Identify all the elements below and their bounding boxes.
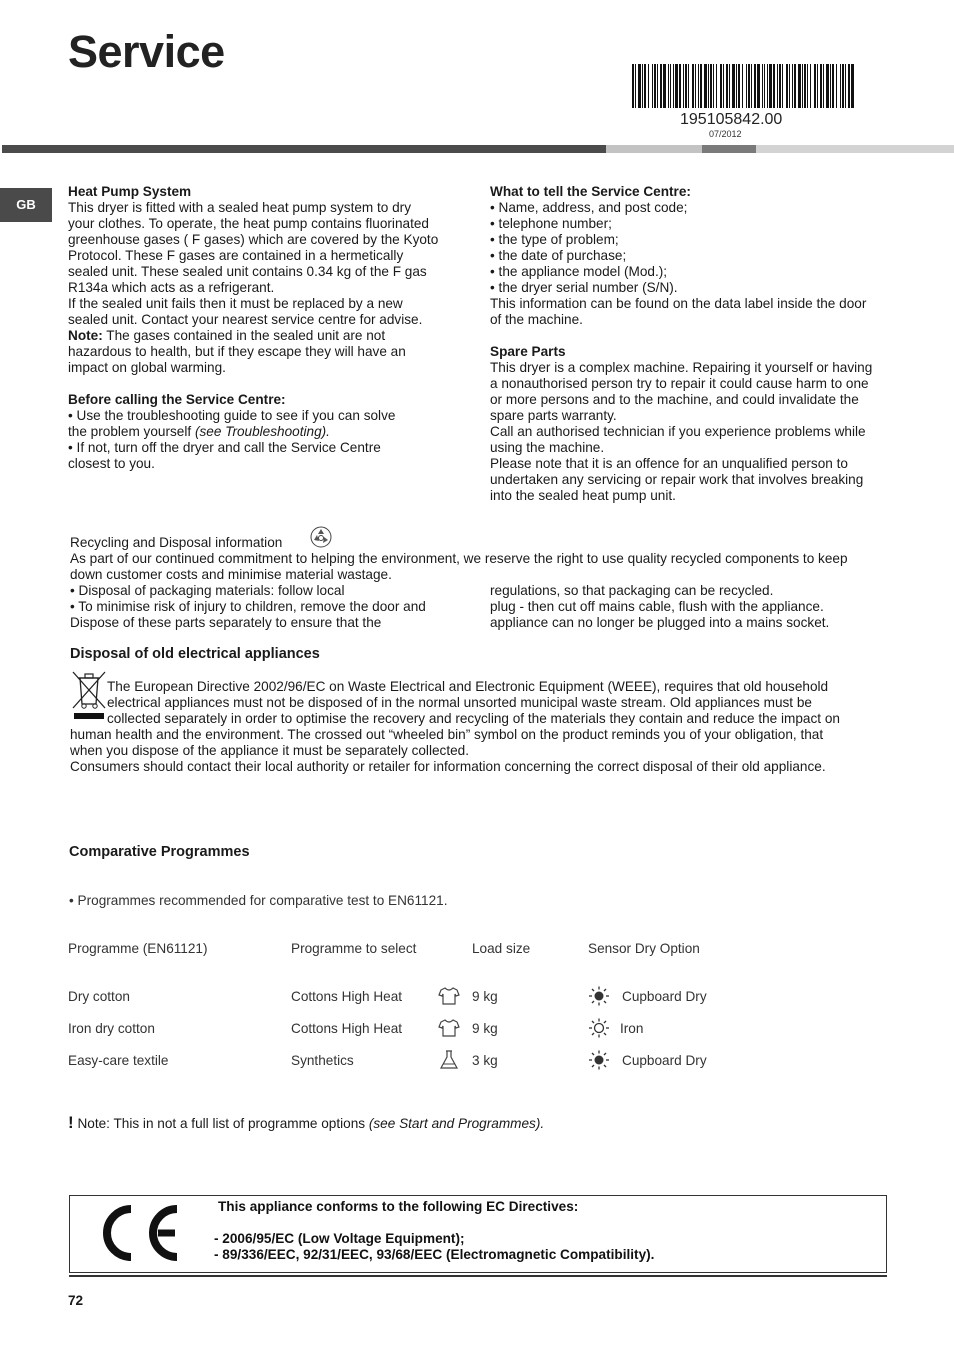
ec-directive-line: - 89/336/EEC, 92/31/EEC, 93/68/EEC (Electromagnetic Compatibility).	[214, 1247, 655, 1262]
header-band-mid	[702, 145, 756, 153]
table-option: Cupboard Dry	[622, 989, 707, 1004]
spare-parts-title: Spare Parts	[490, 344, 566, 359]
header-band-light-end	[756, 145, 954, 153]
disposal-indented	[107, 679, 840, 727]
what-to-tell-item: • the appliance model (Mod.);	[490, 264, 668, 279]
programme-note	[68, 1115, 544, 1132]
tshirt-icon	[438, 1018, 460, 1038]
spare-parts-line: into the sealed heat pump unit.	[490, 488, 676, 503]
spare-parts-line: This dryer is a complex machine. Repairing it yourself or having	[490, 360, 873, 375]
warning-mark: !	[68, 1113, 74, 1132]
heat-pump-line: sealed unit. Contact your nearest service centre for advise.	[68, 312, 423, 327]
spare-parts-line: Call an authorised technician if you experience problems while	[490, 424, 866, 439]
recycling-left	[70, 583, 426, 631]
heat-pump-line: Protocol. These F gases are contained in a hermetically	[68, 248, 404, 263]
what-to-tell-item: • Name, address, and post code;	[490, 200, 688, 215]
recycling-left-line: Dispose of these parts separately to ensure that the	[70, 615, 382, 630]
spare-parts-line: undertaken any servicing or repair work that involves breaking	[490, 472, 864, 487]
table-select: Synthetics	[291, 1053, 354, 1068]
flask-icon	[438, 1050, 460, 1070]
sun-outline-icon	[588, 1018, 610, 1038]
sun-icon	[588, 1050, 610, 1070]
table-load: 9 kg	[472, 1021, 498, 1036]
disposal-line: human health and the environment. The crossed out “wheeled bin” symbol on the product reminds you of your obligation, that	[70, 727, 824, 742]
comparative-bullet: • Programmes recommended for comparative test to EN61121.	[69, 893, 448, 908]
language-tab: GB	[0, 188, 52, 222]
before-calling-line: closest to you.	[68, 456, 155, 471]
spare-parts-line: using the machine.	[490, 440, 605, 455]
recycling-right-line: appliance can no longer be plugged into a mains socket.	[490, 615, 830, 630]
before-calling-line: • If not, turn off the dryer and call the Service Centre	[68, 440, 381, 455]
note-text: Note: This in not a full list of programme options	[73, 1116, 369, 1131]
table-header: Sensor Dry Option	[588, 941, 700, 956]
spare-parts-line: or more persons and to the machine, and could invalidate the	[490, 392, 859, 407]
start-programmes-reference: (see Start and Programmes).	[368, 1116, 545, 1131]
heat-pump-line: your clothes. To operate, the heat pump contains fluorinated	[68, 216, 429, 231]
disposal-title: Disposal of old electrical appliances	[70, 646, 320, 662]
what-to-tell-item: • the type of problem;	[490, 232, 619, 247]
comparative-title: Comparative Programmes	[69, 844, 250, 860]
header-band-dark	[2, 145, 606, 153]
ec-directives-text	[214, 1199, 654, 1263]
recycling-right	[490, 583, 829, 631]
page-title: Service	[68, 26, 225, 77]
recycling-intro-line: down customer costs and minimise material wastage.	[70, 567, 392, 582]
what-to-tell-item: • the date of purchase;	[490, 248, 627, 263]
before-calling-line	[68, 424, 450, 440]
recycling-right-line: regulations, so that packaging can be recycled.	[490, 583, 774, 598]
recycling-right-line: plug - then cut off mains cable, flush with the appliance.	[490, 599, 824, 614]
table-load: 3 kg	[472, 1053, 498, 1068]
heat-pump-line: If the sealed unit fails then it must be replaced by a new	[68, 296, 403, 311]
spare-parts-line: Please note that it is an offence for an unqualified person to	[490, 456, 848, 471]
ec-directive-line: - 2006/95/EC (Low Voltage Equipment);	[214, 1231, 465, 1246]
table-select: Cottons High Heat	[291, 1021, 403, 1036]
table-header: Programme (EN61121)	[68, 941, 208, 956]
recycling-left-line: • To minimise risk of injury to children, remove the door and	[70, 599, 426, 614]
crossed-bin-icon	[70, 668, 108, 720]
right-column	[490, 184, 890, 504]
what-to-tell-footer: This information can be found on the data label inside the door	[490, 296, 867, 311]
recycling-intro	[70, 551, 848, 583]
disposal-line: when you dispose of the appliance it must be separately collected.	[70, 743, 469, 758]
sun-icon	[588, 986, 610, 1006]
what-to-tell-title: What to tell the Service Centre:	[490, 184, 691, 199]
table-programme: Easy-care textile	[68, 1053, 169, 1068]
page-number: 72	[68, 1293, 84, 1308]
note-text: The gases contained in the sealed unit are not	[102, 328, 386, 343]
heat-pump-line: R134a which acts as a refrigerant.	[68, 280, 275, 295]
left-column	[68, 184, 450, 472]
barcode	[632, 64, 854, 108]
heat-pump-line: greenhouse gases ( F gases) which are covered by the Kyoto	[68, 232, 439, 247]
heat-pump-note-line: hazardous to health, but if they escape they will have an	[68, 344, 406, 359]
barcode-number: 195105842.00	[680, 111, 783, 128]
what-to-tell-footer: of the machine.	[490, 312, 583, 327]
heat-pump-line: This dryer is fitted with a sealed heat pump system to dry	[68, 200, 412, 215]
what-to-tell-item: • telephone number;	[490, 216, 612, 231]
barcode-date: 07/2012	[709, 129, 742, 139]
header-band-light	[606, 145, 702, 153]
disposal-line: collected separately in order to optimise the recovery and recycling of the materials they contain and reduce the impact on	[107, 711, 840, 726]
heat-pump-note	[68, 328, 450, 344]
disposal-line: Consumers should contact their local authority or retailer for information concerning the correct disposal of their old appliance.	[70, 759, 826, 774]
table-option: Iron	[620, 1021, 644, 1036]
table-select: Cottons High Heat	[291, 989, 403, 1004]
table-load: 9 kg	[472, 989, 498, 1004]
disposal-line: electrical appliances must not be disposed of in the normal unsorted municipal waste stream. Old appliances must be	[107, 695, 812, 710]
table-programme: Dry cotton	[68, 989, 130, 1004]
what-to-tell-item: • the dryer serial number (S/N).	[490, 280, 678, 295]
table-header: Programme to select	[291, 941, 417, 956]
recycling-title: Recycling and Disposal information	[70, 535, 283, 550]
heat-pump-title: Heat Pump System	[68, 184, 192, 199]
note-label: Note:	[68, 328, 103, 343]
recycling-intro-line: As part of our continued commitment to helping the environment, we reserve the right to use quality recycled components to keep	[70, 551, 848, 566]
heat-pump-note-line: impact on global warming.	[68, 360, 226, 375]
table-header: Load size	[472, 941, 531, 956]
spare-parts-line: a nonauthorised person try to repair it could cause harm to one	[490, 376, 869, 391]
disposal-line: The European Directive 2002/96/EC on Waste Electrical and Electronic Equipment (WEEE), requires that old household	[107, 679, 829, 694]
before-calling-line: • Use the troubleshooting guide to see if you can solve	[68, 408, 396, 423]
spare-parts-line: spare parts warranty.	[490, 408, 617, 423]
before-calling-text: the problem yourself	[68, 424, 195, 439]
recycle-icon	[310, 526, 332, 548]
ce-mark-icon	[100, 1204, 180, 1262]
ec-box-underline	[69, 1275, 887, 1277]
ec-title: This appliance conforms to the following EC Directives:	[218, 1199, 579, 1214]
heat-pump-line: sealed unit. These sealed unit contains 0.34 kg of the F gas	[68, 264, 427, 279]
troubleshooting-reference: (see Troubleshooting).	[194, 424, 330, 439]
recycling-left-line: • Disposal of packaging materials: follow local	[70, 583, 345, 598]
disposal-full	[70, 727, 826, 775]
table-option: Cupboard Dry	[622, 1053, 707, 1068]
table-programme: Iron dry cotton	[68, 1021, 155, 1036]
tshirt-icon	[438, 986, 460, 1006]
before-calling-title: Before calling the Service Centre:	[68, 392, 286, 407]
